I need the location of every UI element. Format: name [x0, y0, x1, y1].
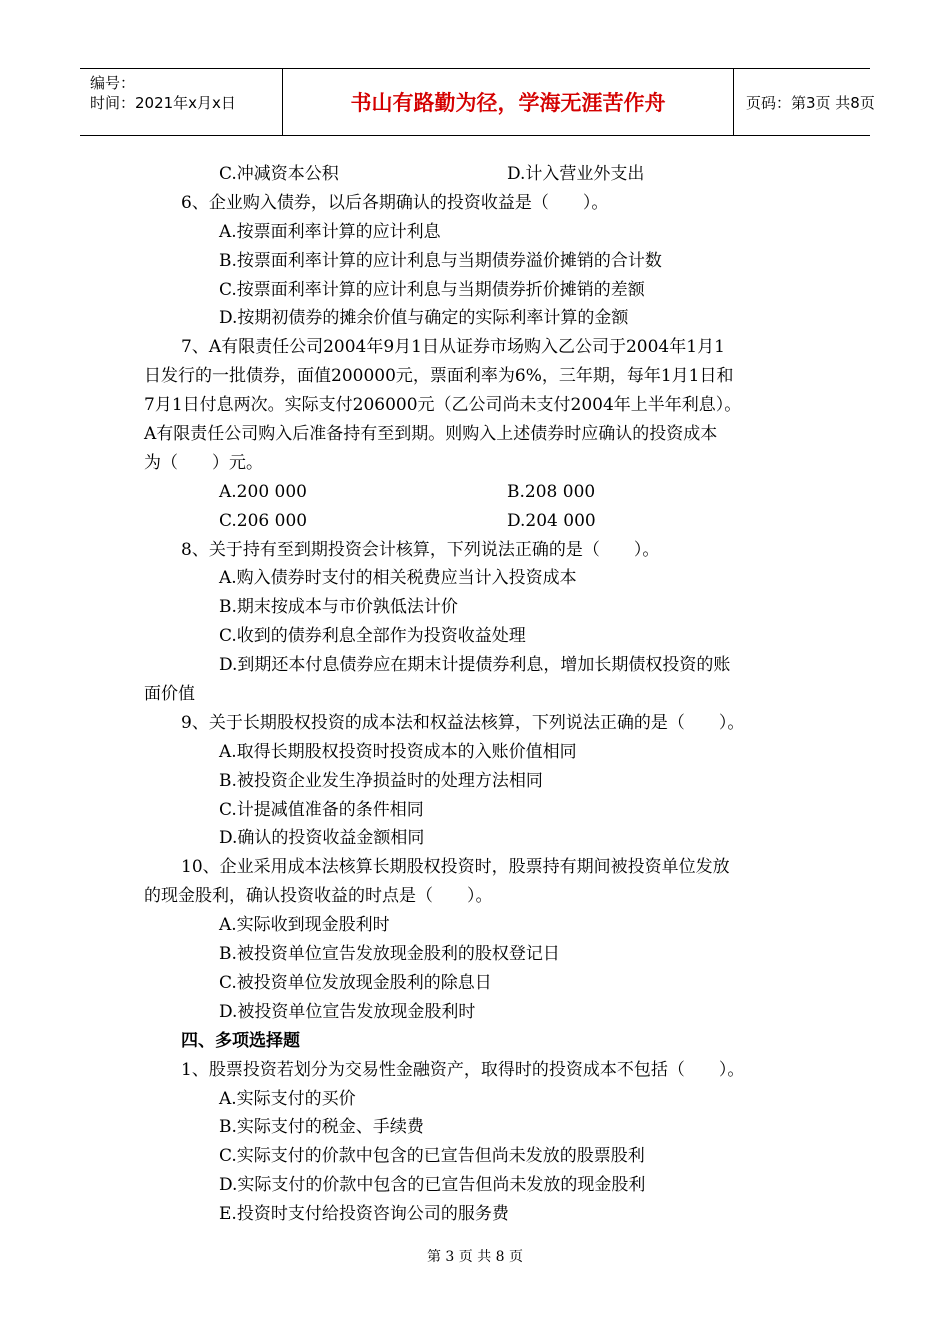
option-line: D.被投资单位宣告发放现金股利时 — [219, 1001, 476, 1022]
time-label: 时间：2021年x月x日 — [90, 94, 236, 112]
option-line: A.购入债券时支付的相关税费应当计入投资成本 — [219, 568, 577, 589]
question-line: 10、企业采用成本法核算长期股权投资时，股票持有期间被投资单位发放 — [181, 857, 730, 878]
option-text: C.冲减资本公积 — [219, 164, 339, 184]
option-text: B.208 000 — [507, 481, 596, 502]
option-text: C.206 000 — [219, 510, 308, 531]
option-line: D.按期初债券的摊余价值与确定的实际利率计算的金额 — [219, 308, 629, 329]
option-line: B.被投资企业发生净损益时的处理方法相同 — [219, 770, 543, 791]
continuation-line: A有限责任公司购入后准备持有至到期。则购入上述债券时应确认的投资成本 — [144, 424, 718, 445]
option-text: D.204 000 — [507, 510, 596, 531]
continuation-line: 日发行的一批债券，面值200000元，票面利率为6%，三年期，每年1月1日和 — [144, 366, 734, 387]
option-text: D.计入营业外支出 — [507, 164, 645, 184]
option-line: D.确认的投资收益金额相同 — [219, 828, 425, 849]
page-header — [80, 68, 875, 136]
option-line: C.计提减值准备的条件相同 — [219, 799, 424, 820]
option-line: A.按票面利率计算的应计利息 — [219, 221, 441, 242]
option-line: C.按票面利率计算的应计利息与当期债券折价摊销的差额 — [219, 279, 645, 300]
question-line: 7、A有限责任公司2004年9月1日从证券市场购入乙公司于2004年1月1 — [181, 337, 725, 358]
option-line: C.被投资单位发放现金股利的除息日 — [219, 972, 492, 993]
option-line: B.期末按成本与市价孰低法计价 — [219, 597, 458, 618]
option-line: D.到期还本付息债券应在期末计提债券利息，增加长期债权投资的账 — [219, 655, 731, 676]
section-heading: 四、多项选择题 — [181, 1030, 300, 1051]
option-line: A.实际收到现金股利时 — [219, 915, 390, 936]
header-motto: 书山有路勤为径，学海无涯苦作舟 — [282, 69, 734, 135]
option-pair-line — [144, 160, 824, 189]
continuation-line: 7月1日付息两次。实际支付206000元（乙公司尚未支付2004年上半年利息）。 — [144, 395, 742, 416]
continuation-line: 的现金股利，确认投资收益的时点是（ ）。 — [144, 886, 493, 907]
option-line: A.取得长期股权投资时投资成本的入账价值相同 — [219, 741, 577, 762]
continuation-line: 为（ ）元。 — [144, 452, 263, 473]
page-footer: 第 3 页 共 8 页 — [426, 1249, 524, 1265]
question-line: 8、关于持有至到期投资会计核算，下列说法正确的是（ ）。 — [181, 539, 660, 560]
option-pair-line — [144, 507, 824, 536]
option-pair-line — [144, 478, 824, 507]
option-text: A.200 000 — [219, 481, 307, 502]
number-label: 编号： — [90, 74, 136, 92]
continuation-line: 面价值 — [144, 684, 195, 705]
header-page-info: 页码：第3页 共8页 — [746, 93, 875, 112]
question-line: 9、关于长期股权投资的成本法和权益法核算，下列说法正确的是（ ）。 — [181, 712, 745, 733]
option-line: B.被投资单位宣告发放现金股利的股权登记日 — [219, 944, 560, 965]
question-line: 6、企业购入债券，以后各期确认的投资收益是（ ）。 — [181, 192, 609, 213]
option-line: C.实际支付的价款中包含的已宣告但尚未发放的股票股利 — [219, 1146, 645, 1167]
header-meta — [80, 69, 282, 135]
option-line: D.实际支付的价款中包含的已宣告但尚未发放的现金股利 — [219, 1175, 646, 1196]
option-line: B.按票面利率计算的应计利息与当期债券溢价摊销的合计数 — [219, 250, 662, 271]
document-body — [144, 160, 824, 1229]
option-line: C.收到的债券利息全部作为投资收益处理 — [219, 626, 526, 647]
option-line: A.实际支付的买价 — [219, 1088, 356, 1109]
option-line: B.实际支付的税金、手续费 — [219, 1117, 424, 1138]
question-line: 1、股票投资若划分为交易性金融资产，取得时的投资成本不包括（ ）。 — [181, 1059, 745, 1080]
option-line: E.投资时支付给投资咨询公司的服务费 — [219, 1204, 509, 1225]
